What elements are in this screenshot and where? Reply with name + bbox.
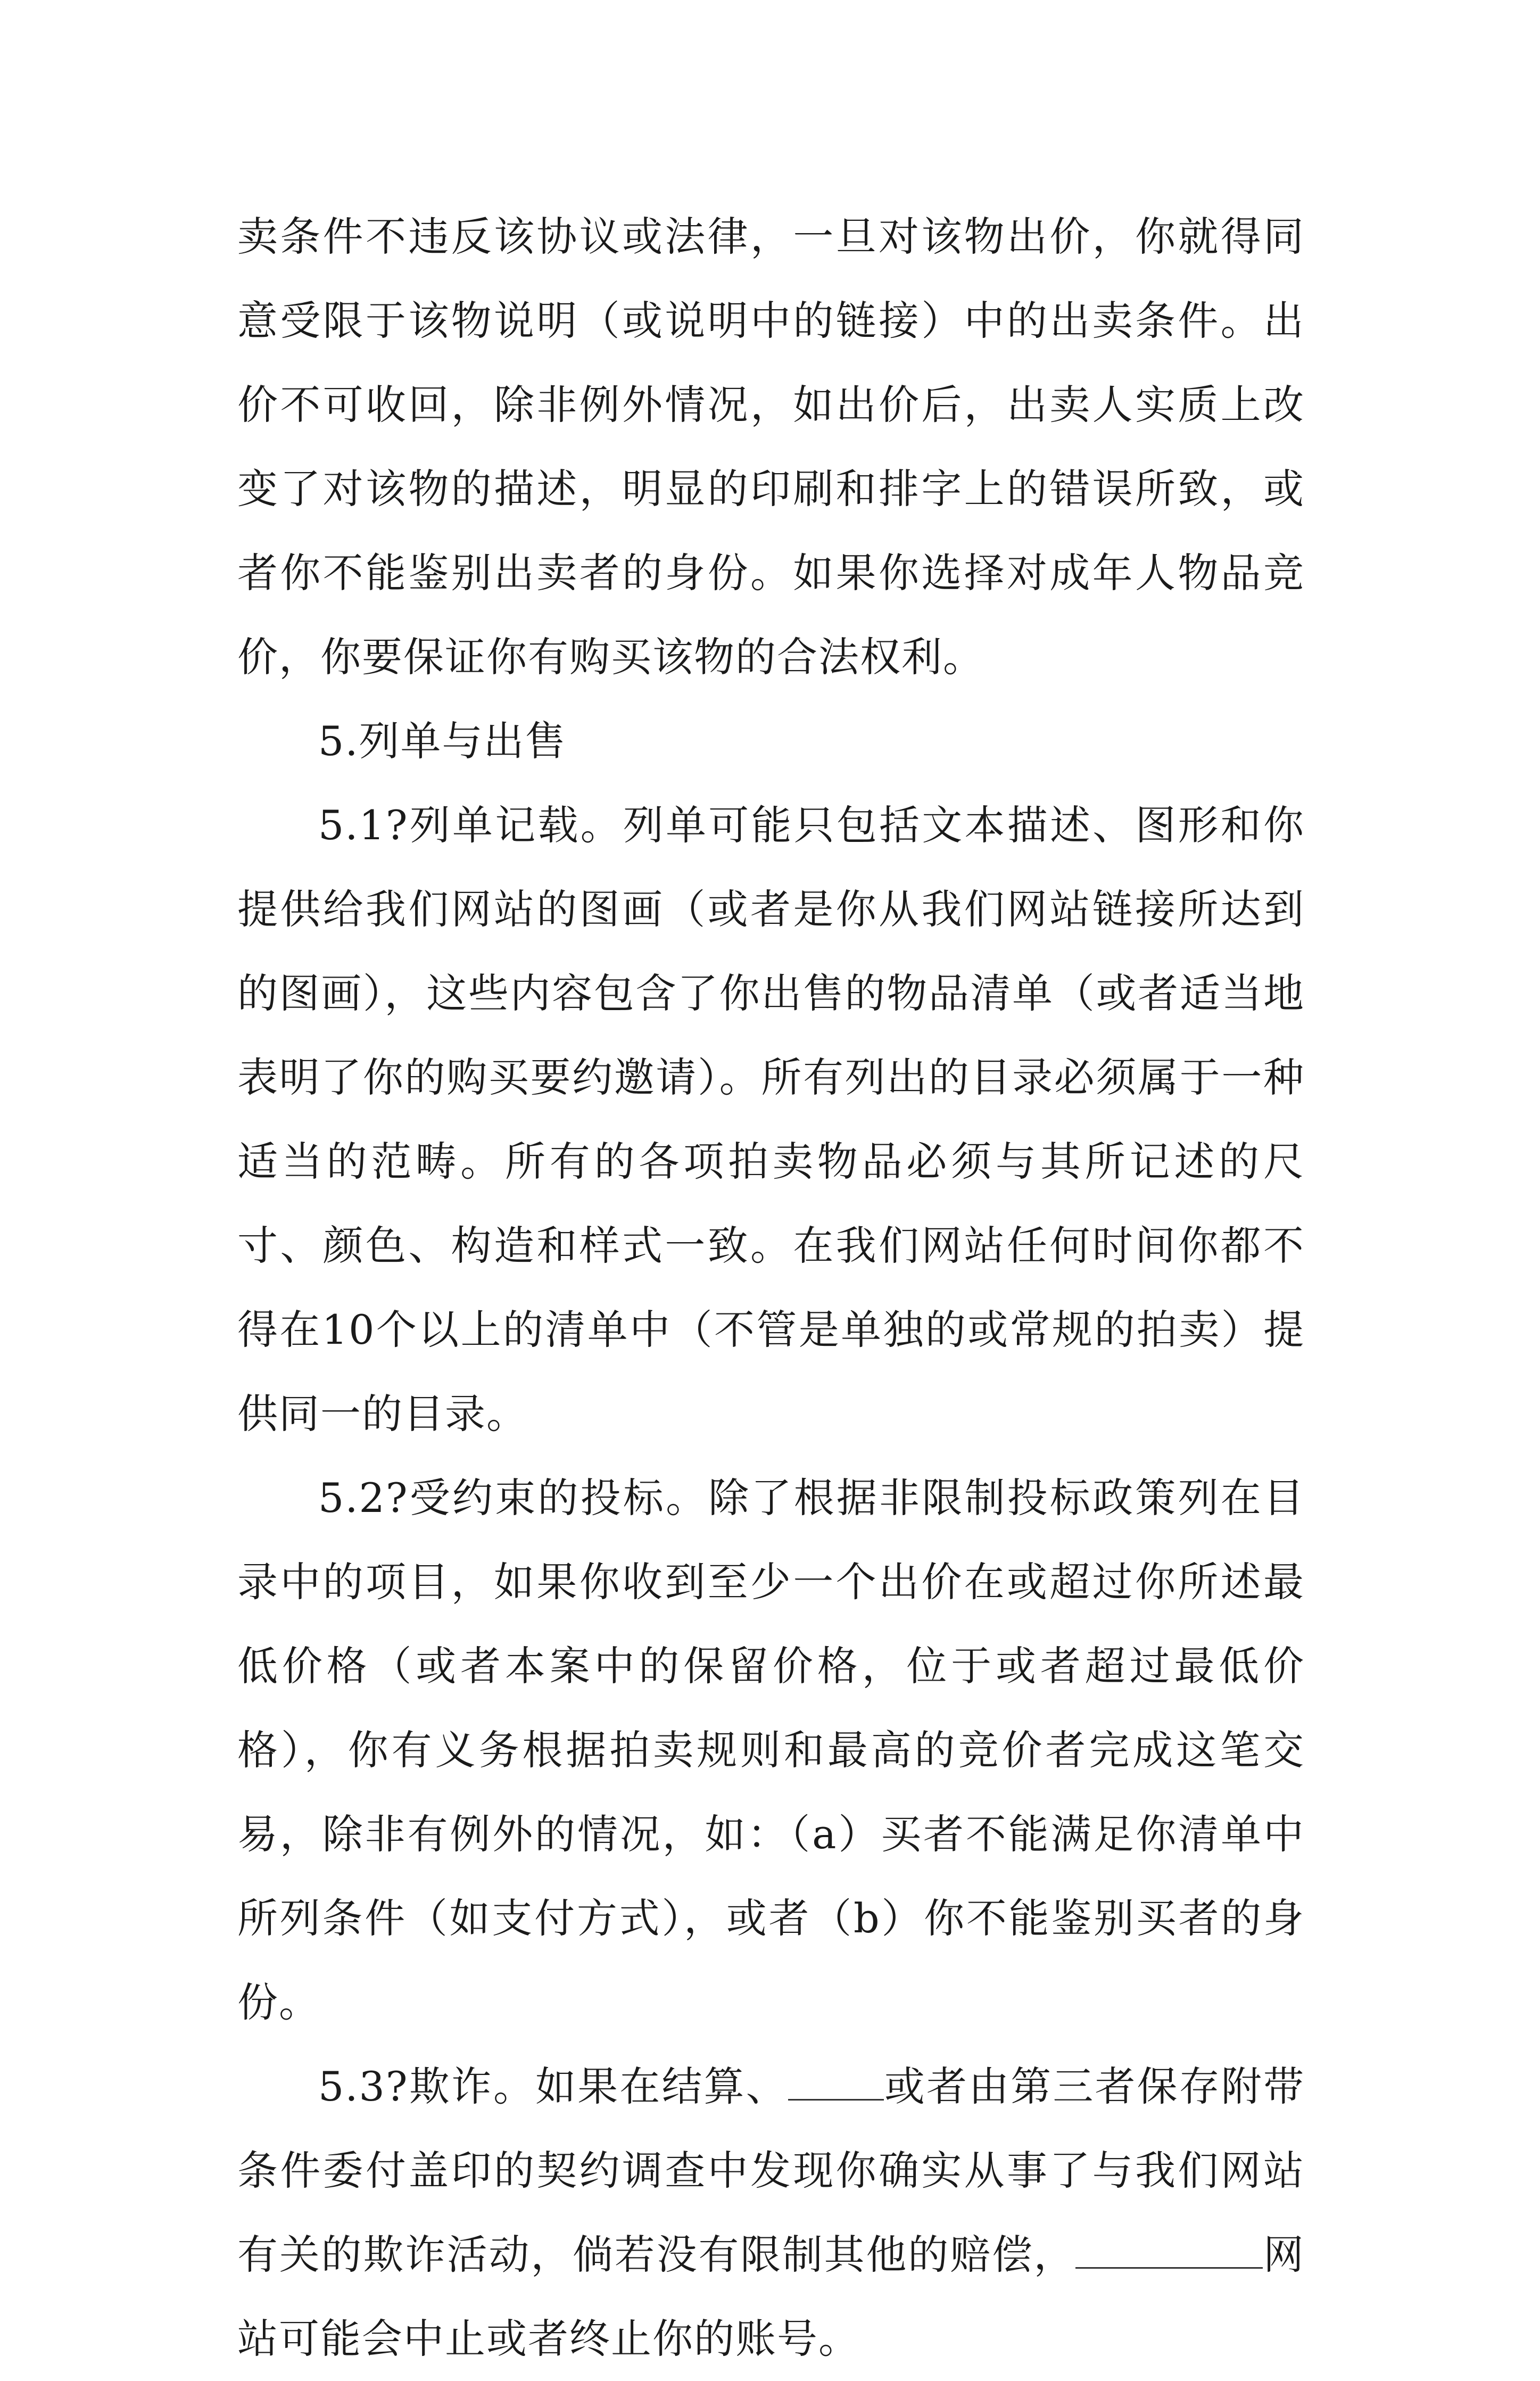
fill-in-blank (788, 2060, 884, 2101)
paragraph-5-2: 5.2?受约束的投标。除了根据非限制投标政策列在目录中的项目，如果你收到至少一个出价在或超过你所述最低价格（或者本案中的保留价格，位于或者超过最低价格），你有义务根据拍卖规则和最高的竞价者完成这笔交易，除非有例外的情况，如：（a）买者不能满足你清单中所列条件（如支付方式），或者（b）你不能鉴别买者的身份。 (237, 1474, 1305, 2026)
paragraph-5-3-part-b: 或者由第三者保存附带条件委付盖印的契约调查中发现你确实从事了与我们网站有关的欺诈活动，倘若没有限制其他的赔偿， (237, 2063, 1305, 2278)
paragraph-continuation: 卖条件不违反该协议或法律，一旦对该物出价，你就得同意受限于该物说明（或说明中的链接）中的出卖条件。出价不可收回，除非例外情况，如出价后，出卖人实质上改变了对该物的描述，明显的印刷和排字上的错误所致，或者你不能鉴别出卖者的身份。如果你选择对成年人物品竞价，你要保证你有购买该物的合法权利。 (237, 213, 1305, 681)
paragraph-5-3-part-a: 5.3?欺诈。如果在结算、 (318, 2063, 788, 2110)
document-body (237, 195, 1305, 2381)
paragraph-5-3-part-c: 网站可能会中止或者终止你的账号。 (237, 2231, 1305, 2362)
paragraph-5-3 (237, 2045, 1305, 2381)
paragraph-5-1: 5.1?列单记载。列单可能只包括文本描述、图形和你提供给我们网站的图画（或者是你从我们网站链接所达到的图画），这些内容包含了你出售的物品清单（或者适当地表明了你的购买要约邀请）。所有列出的目录必须属于一种适当的范畴。所有的各项拍卖物品必须与其所记述的尺寸、颜色、构造和样式一致。在我们网站任何时间你都不得在10个以上的清单中（不管是单独的或常规的拍卖）提供同一的目录。 (237, 801, 1305, 1437)
fill-in-blank (1075, 2228, 1263, 2269)
section-heading-5: 5.列单与出售 (318, 717, 567, 765)
